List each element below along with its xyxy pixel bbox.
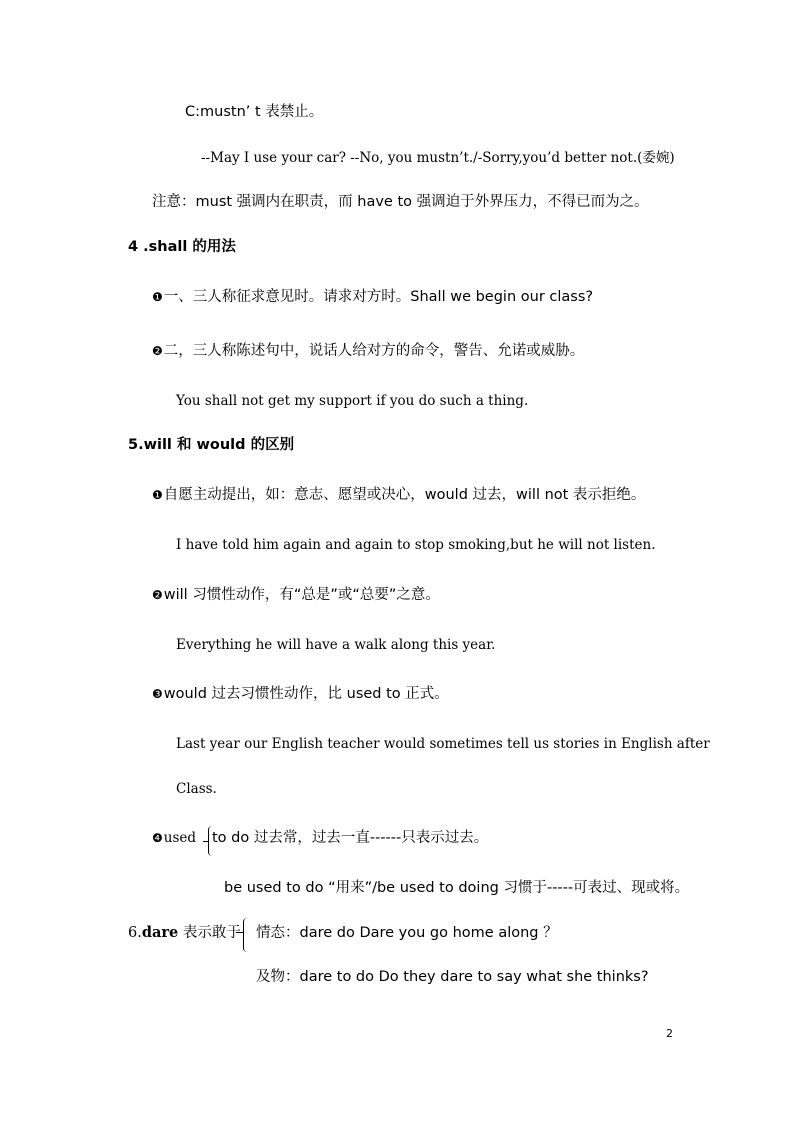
will-habit-example [176, 636, 495, 654]
line-text: I have told him again and again to stop smoking,but he will not listen. [176, 537, 656, 553]
section-heading-shall [128, 238, 236, 256]
bullet-3-icon: ❸ [152, 687, 163, 701]
used-word: used [163, 830, 197, 846]
dare-modal [256, 924, 558, 942]
bullet-4-icon: ❹ [152, 831, 163, 845]
line-text: 一、三人称征求意见时。请求对方时。Shall we begin our class? [163, 289, 594, 305]
line-text: 注意：must 强调内在职责，而 have to 强调迫于外界压力，不得已而为之。 [152, 194, 649, 210]
line-text: C:mustn’ t 表禁止。 [185, 104, 324, 120]
section-heading-will-would [128, 436, 294, 454]
line-text: Last year our English teacher would sometimes tell us stories in English after [176, 736, 710, 752]
bullet-1-icon: ❶ [152, 290, 163, 304]
will-habit-usage [152, 586, 440, 604]
must-not-prohibition [185, 103, 323, 121]
shall-usage-2 [152, 342, 584, 360]
heading-text: 4 .shall 的用法 [128, 239, 236, 255]
line-text: 及物：dare to do Do they dare to say what she thinks? [256, 969, 649, 985]
line-text: 二，三人称陈述句中，说话人给对方的命令，警告、允诺或威胁。 [163, 343, 585, 359]
would-habit-example-cont [176, 780, 217, 798]
line-text: would 过去习惯性动作，比 used to 正式。 [163, 686, 449, 702]
used-to-usage [152, 829, 196, 847]
line-text: Everything he will have a walk along this year. [176, 637, 496, 653]
line-text: You shall not get my support if you do such a thing. [176, 393, 529, 409]
be-used-to [224, 879, 689, 897]
line-text: --May I use your car? --No, you mustn’t./-Sorry,you’d better not.(委婉) [201, 150, 675, 166]
section-heading-dare [128, 924, 241, 942]
would-habit-example [176, 735, 710, 753]
must-not-example [201, 149, 675, 167]
line-text: to do 过去常，过去一直------只表示过去。 [212, 830, 489, 846]
bullet-1-icon: ❶ [152, 488, 163, 502]
used-to-past [212, 829, 488, 847]
line-text: 情态：dare do Dare you go home along ？ [256, 925, 558, 941]
line-text: be used to do “用来”/be used to doing 习惯于-----可表过、现或将。 [224, 880, 690, 896]
heading-label: 6. [128, 925, 142, 941]
bullet-2-icon: ❷ [152, 588, 163, 602]
used-to-brace-tick [203, 841, 209, 842]
must-have-to-note [152, 193, 649, 211]
dare-word: dare [141, 924, 179, 941]
shall-usage-1 [152, 288, 593, 306]
dare-brace [243, 918, 250, 952]
line-text: will 习惯性动作，有“总是”或“总要”之意。 [163, 587, 440, 603]
line-text: 自愿主动提出，如：意志、愿望或决心，would 过去，will not 表示拒绝。 [163, 487, 646, 503]
would-habit-usage [152, 685, 449, 703]
dare-transitive [256, 968, 649, 986]
bullet-2-icon: ❷ [152, 344, 163, 358]
heading-text: 表示敢于 [178, 925, 241, 941]
will-would-usage-1 [152, 486, 645, 504]
shall-example [176, 392, 528, 410]
will-would-example-1 [176, 536, 656, 554]
page-number: 2 [666, 1027, 673, 1040]
line-text: Class. [176, 781, 217, 797]
heading-text: 5.will 和 would 的区别 [128, 437, 295, 453]
